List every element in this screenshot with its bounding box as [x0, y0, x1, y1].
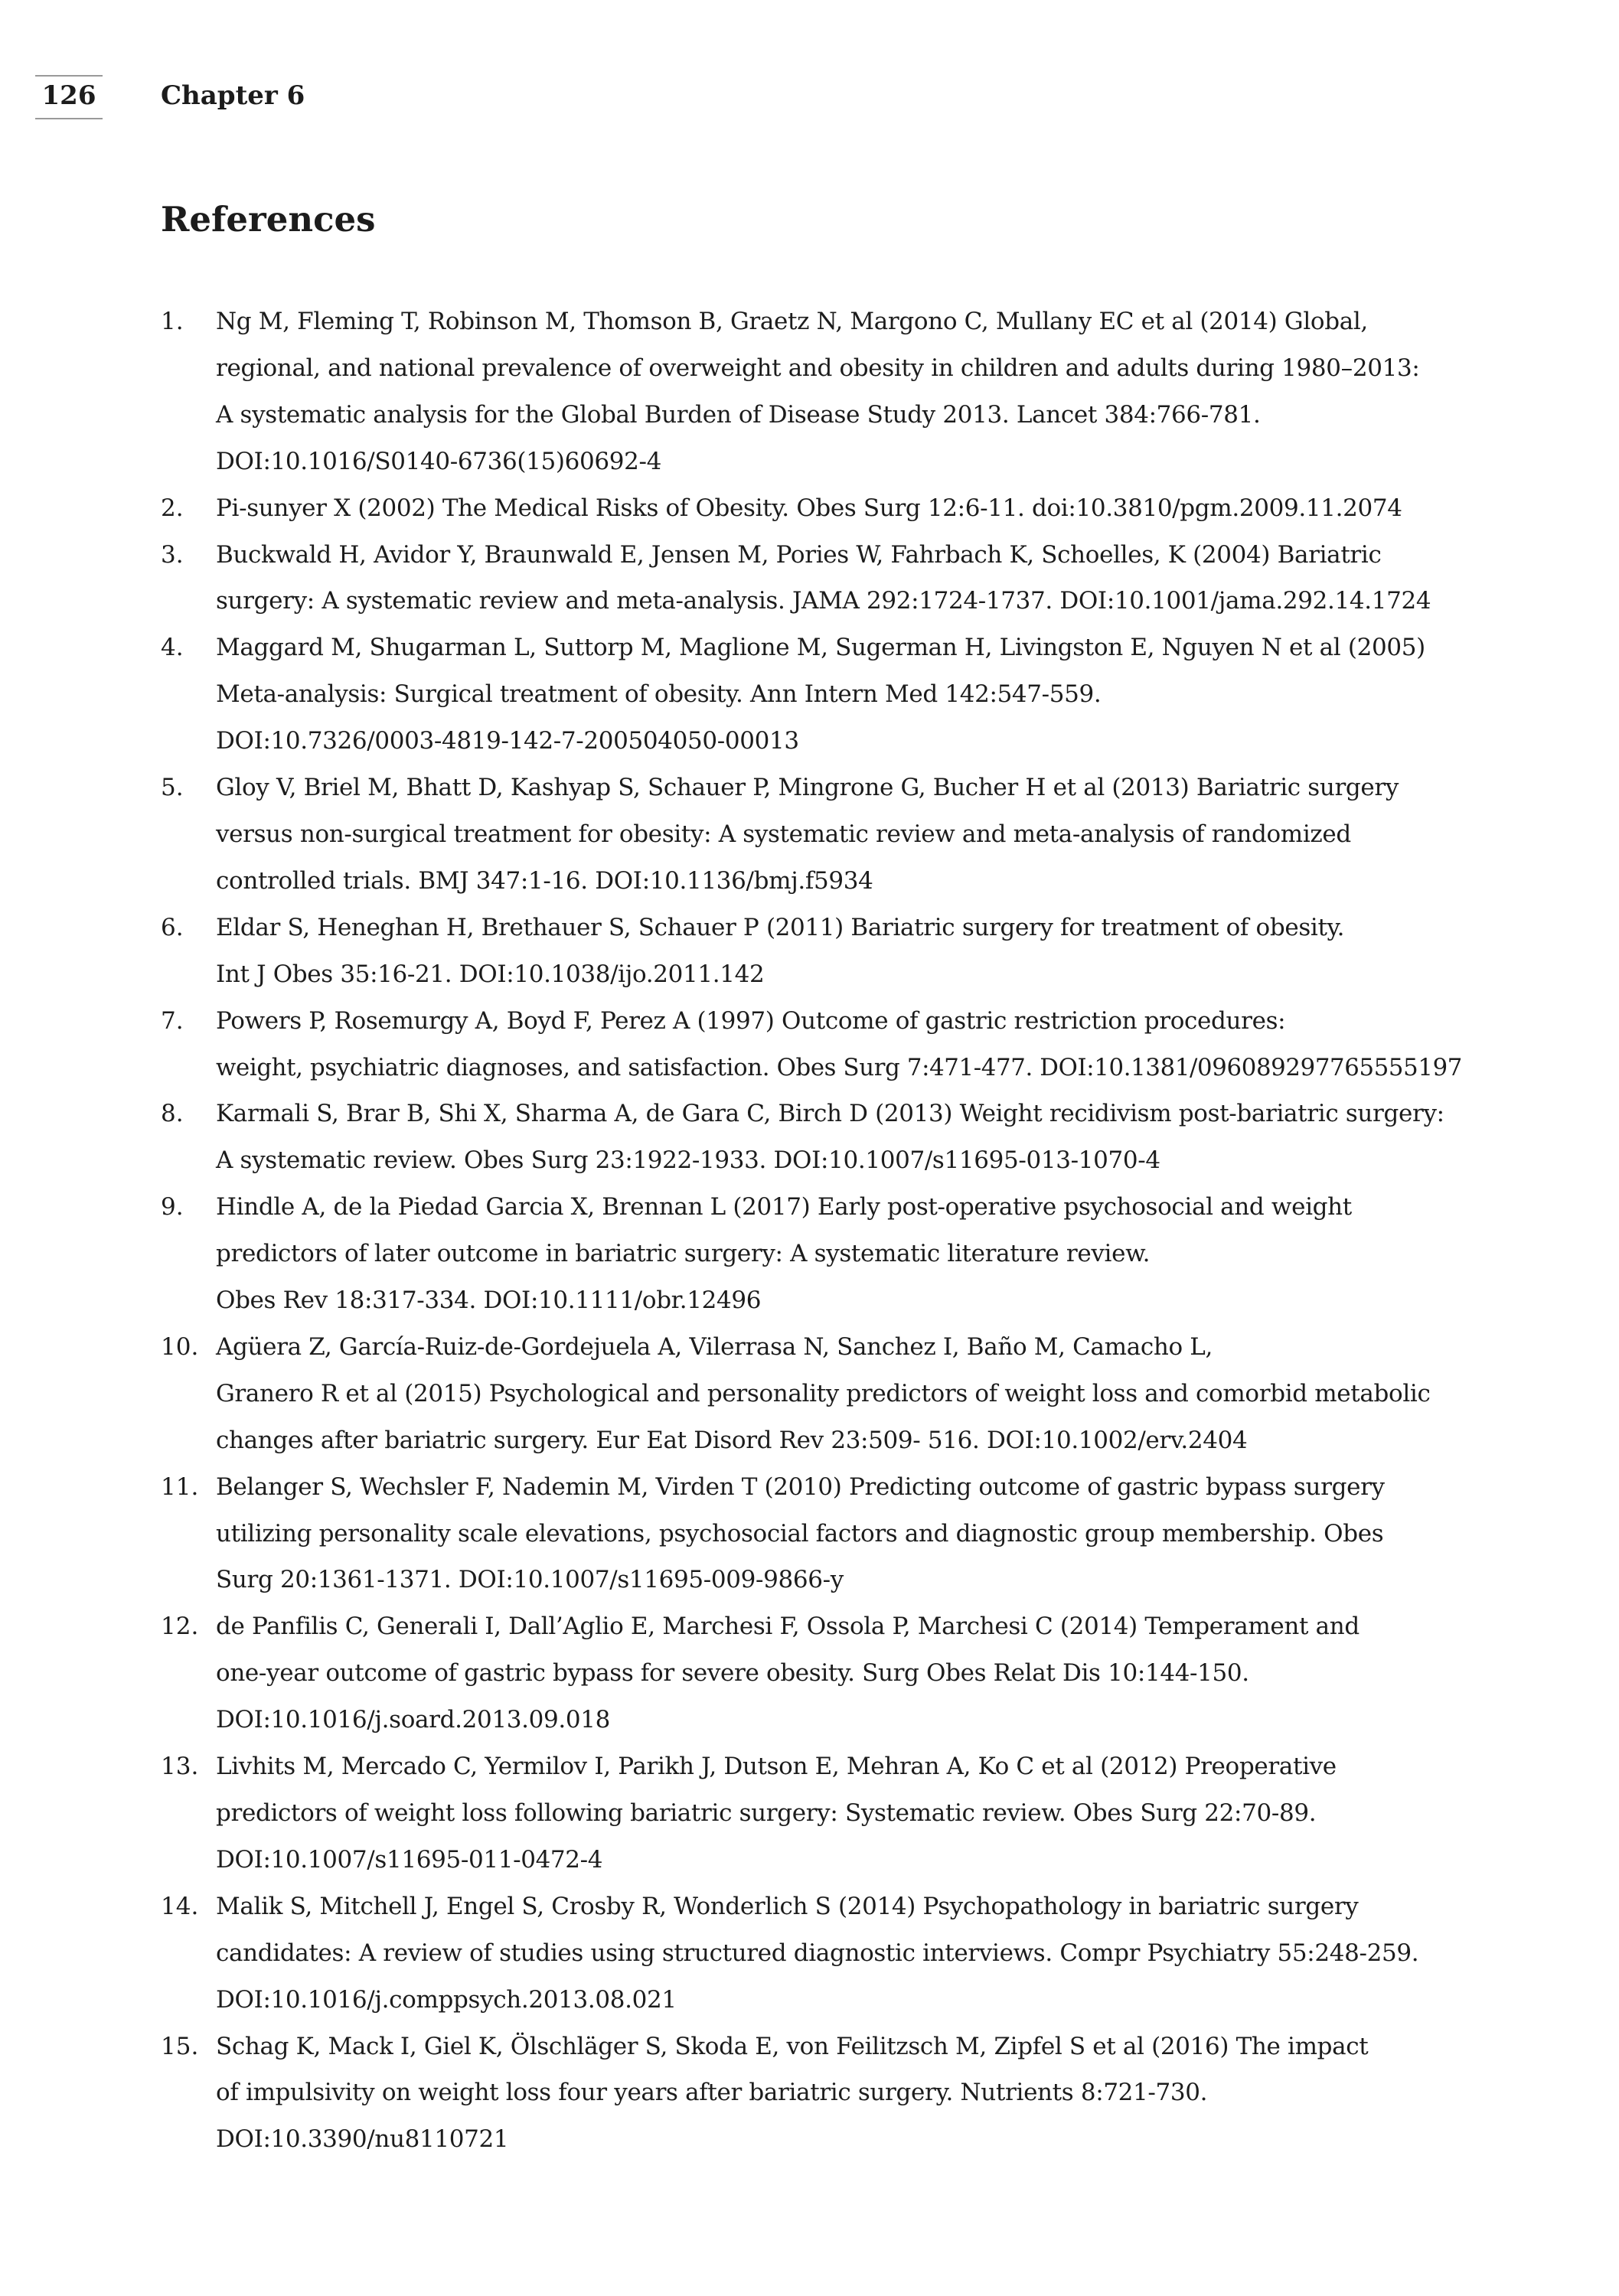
reference-number: 10. [161, 1332, 199, 1361]
reference-line: versus non-surgical treatment for obesity: A systematic review and meta-analysis of randomized [216, 820, 1351, 848]
reference-item [161, 298, 1462, 485]
reference-number: 2. [161, 494, 184, 522]
reference-line: DOI:10.1016/S0140-6736(15)60692-4 [216, 447, 661, 475]
reference-line: Int J Obes 35:16-21. DOI:10.1038/ijo.2011.142 [216, 960, 765, 988]
reference-line: DOI:10.1016/j.soard.2013.09.018 [216, 1706, 610, 1734]
reference-number: 3. [161, 540, 184, 569]
reference-line: of impulsivity on weight loss four years after bariatric surgery. Nutrients 8:721-730. [216, 2079, 1208, 2107]
reference-number: 12. [161, 1613, 199, 1641]
reference-line: weight, psychiatric diagnoses, and satisfaction. Obes Surg 7:471-477. DOI:10.1381/096089297765555197 [216, 1053, 1463, 1081]
reference-item [161, 1603, 1462, 1743]
reference-item [161, 625, 1462, 765]
reference-line: A systematic analysis for the Global Burden of Disease Study 2013. Lancet 384:766-781. [216, 400, 1261, 429]
reference-line: predictors of later outcome in bariatric surgery: A systematic literature review. [216, 1240, 1151, 1268]
reference-item [161, 2024, 1462, 2164]
reference-line: Livhits M, Mercado C, Yermilov I, Parikh J, Dutson E, Mehran A, Ko C et al (2012) Preoperative [216, 1753, 1337, 1781]
reference-line: DOI:10.1016/j.comppsych.2013.08.021 [216, 1985, 677, 2014]
reference-line: Buckwald H, Avidor Y, Braunwald E, Jensen M, Pories W, Fahrbach K, Schoelles, K (2004) Bariatric [216, 540, 1382, 569]
reference-number: 7. [161, 1006, 184, 1035]
reference-line: predictors of weight loss following bariatric surgery: Systematic review. Obes Surg 22:70-89. [216, 1799, 1317, 1827]
reference-line: Obes Rev 18:317-334. DOI:10.1111/obr.12496 [216, 1287, 762, 1315]
reference-item [161, 905, 1462, 998]
reference-number: 8. [161, 1100, 184, 1128]
reference-line: Belanger S, Wechsler F, Nademin M, Virden T (2010) Predicting outcome of gastric bypass surgery [216, 1473, 1385, 1501]
reference-line: changes after bariatric surgery. Eur Eat Disord Rev 23:509- 516. DOI:10.1002/erv.2404 [216, 1426, 1248, 1454]
reference-line: controlled trials. BMJ 347:1-16. DOI:10.1136/bmj.f5934 [216, 866, 873, 895]
reference-line: DOI:10.1007/s11695-011-0472-4 [216, 1845, 603, 1874]
page-number: 126 [35, 75, 103, 119]
reference-line: utilizing personality scale elevations, psychosocial factors and diagnostic group membership. Obes [216, 1519, 1384, 1548]
reference-item [161, 998, 1462, 1091]
reference-line: Eldar S, Heneghan H, Brethauer S, Schauer P (2011) Bariatric surgery for treatment of obesity. [216, 913, 1345, 941]
reference-list [161, 298, 1462, 2163]
reference-item [161, 1091, 1462, 1184]
reference-line: Meta-analysis: Surgical treatment of obesity. Ann Intern Med 142:547-559. [216, 680, 1102, 709]
reference-item [161, 532, 1462, 625]
reference-item [161, 1883, 1462, 2024]
reference-line: Pi-sunyer X (2002) The Medical Risks of Obesity. Obes Surg 12:6-11. doi:10.3810/pgm.2009.11.2074 [216, 494, 1402, 522]
reference-item [161, 1324, 1462, 1464]
reference-item [161, 1184, 1462, 1324]
reference-number: 4. [161, 634, 184, 662]
reference-item [161, 1464, 1462, 1604]
reference-line: Granero R et al (2015) Psychological and personality predictors of weight loss and comorbid metabolic [216, 1379, 1431, 1407]
reference-item [161, 485, 1462, 532]
reference-number: 5. [161, 774, 184, 802]
reference-line: DOI:10.7326/0003-4819-142-7-200504050-00013 [216, 727, 799, 755]
reference-number: 11. [161, 1473, 199, 1501]
reference-line: candidates: A review of studies using structured diagnostic interviews. Compr Psychiatry 55:248-259. [216, 1939, 1419, 1967]
reference-number: 13. [161, 1753, 199, 1781]
reference-item [161, 765, 1462, 905]
reference-line: regional, and national prevalence of overweight and obesity in children and adults during 1980–2013: [216, 354, 1420, 382]
reference-line: Maggard M, Shugarman L, Suttorp M, Maglione M, Sugerman H, Livingston E, Nguyen N et al (2005) [216, 634, 1425, 662]
reference-line: Gloy V, Briel M, Bhatt D, Kashyap S, Schauer P, Mingrone G, Bucher H et al (2013) Bariatric surgery [216, 774, 1399, 802]
reference-line: A systematic review. Obes Surg 23:1922-1933. DOI:10.1007/s11695-013-1070-4 [216, 1146, 1160, 1175]
reference-line: surgery: A systematic review and meta-analysis. JAMA 292:1724-1737. DOI:10.1001/jama.292.14.1724 [216, 587, 1431, 615]
reference-line: Ng M, Fleming T, Robinson M, Thomson B, Graetz N, Margono C, Mullany EC et al (2014) Global, [216, 308, 1368, 335]
reference-number: 9. [161, 1193, 184, 1221]
reference-line: Karmali S, Brar B, Shi X, Sharma A, de Gara C, Birch D (2013) Weight recidivism post-bariatric surgery: [216, 1100, 1444, 1128]
reference-number: 15. [161, 2032, 199, 2060]
reference-line: Powers P, Rosemurgy A, Boyd F, Perez A (1997) Outcome of gastric restriction procedures: [216, 1006, 1286, 1035]
reference-number: 14. [161, 1892, 199, 1920]
reference-line: de Panfilis C, Generali I, Dall’Aglio E, Marchesi F, Ossola P, Marchesi C (2014) Temperament and [216, 1613, 1360, 1641]
reference-line: DOI:10.3390/nu8110721 [216, 2125, 509, 2154]
section-title: References [161, 199, 376, 240]
reference-line: Schag K, Mack I, Giel K, Ölschläger S, Skoda E, von Feilitzsch M, Zipfel S et al (2016) The impact [216, 2032, 1369, 2060]
reference-item [161, 1743, 1462, 1883]
chapter-label: Chapter 6 [161, 80, 305, 111]
reference-line: Hindle A, de la Piedad Garcia X, Brennan L (2017) Early post-operative psychosocial and weight [216, 1193, 1352, 1221]
reference-line: Surg 20:1361-1371. DOI:10.1007/s11695-009-9866-y [216, 1566, 844, 1594]
reference-line: Agüera Z, García-Ruiz-de-Gordejuela A, Vilerrasa N, Sanchez I, Baño M, Camacho L, [216, 1332, 1213, 1361]
reference-number: 6. [161, 913, 184, 941]
reference-line: Malik S, Mitchell J, Engel S, Crosby R, Wonderlich S (2014) Psychopathology in bariatric surgery [216, 1892, 1359, 1920]
reference-number: 1. [161, 308, 184, 335]
reference-line: one-year outcome of gastric bypass for severe obesity. Surg Obes Relat Dis 10:144-150. [216, 1659, 1249, 1688]
